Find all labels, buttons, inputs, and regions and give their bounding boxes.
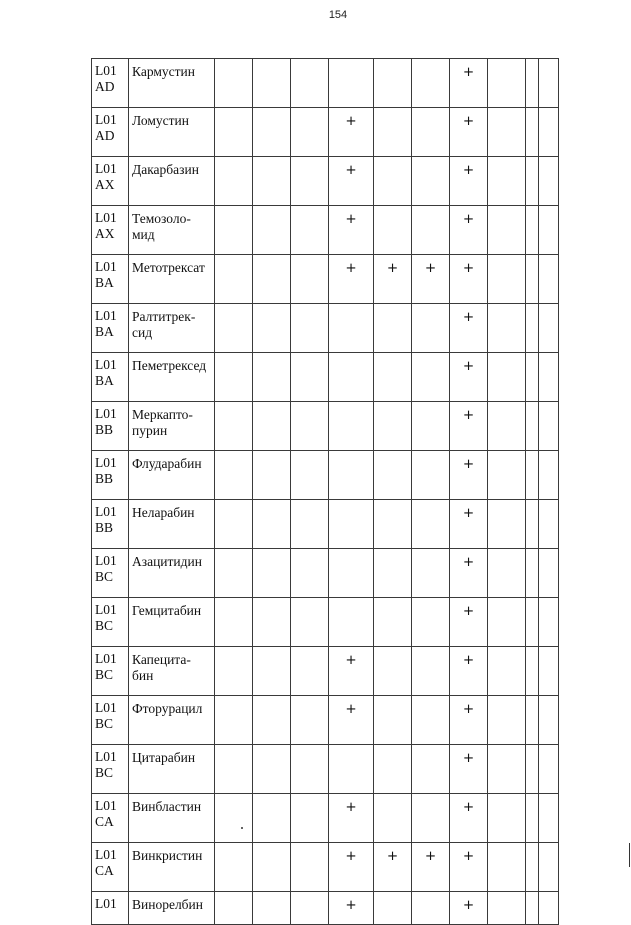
empty-cell	[526, 108, 539, 157]
atc-code-line: L01	[95, 504, 117, 519]
empty-cell	[526, 402, 539, 451]
atc-code-line: BC	[95, 618, 114, 633]
empty-cell	[291, 598, 329, 647]
plus-mark-cell: +	[450, 255, 488, 304]
table-row	[92, 255, 559, 304]
drug-name-cell	[129, 108, 215, 157]
table-body	[92, 59, 559, 925]
empty-cell	[291, 696, 329, 745]
plus-mark-cell: +	[329, 255, 374, 304]
empty-cell	[488, 598, 526, 647]
plus-mark-cell: +	[374, 255, 412, 304]
empty-cell	[291, 549, 329, 598]
empty-cell	[215, 892, 253, 925]
drug-name-cell	[129, 549, 215, 598]
empty-cell	[412, 206, 450, 255]
empty-cell	[412, 598, 450, 647]
drug-name-cell	[129, 402, 215, 451]
table-row	[92, 745, 559, 794]
drug-name-line: Азацитидин	[132, 554, 202, 569]
empty-cell	[253, 353, 291, 402]
drug-name-cell	[129, 794, 215, 843]
atc-code-line: L01	[95, 259, 117, 274]
empty-cell	[253, 59, 291, 108]
empty-cell	[412, 402, 450, 451]
empty-cell	[412, 794, 450, 843]
drug-name-cell	[129, 157, 215, 206]
empty-cell	[488, 255, 526, 304]
empty-cell	[329, 745, 374, 794]
empty-cell	[539, 598, 559, 647]
empty-cell	[488, 402, 526, 451]
empty-cell	[526, 549, 539, 598]
scan-speck	[241, 827, 243, 829]
atc-code-cell	[92, 304, 129, 353]
empty-cell	[253, 500, 291, 549]
drug-name-cell	[129, 353, 215, 402]
table-row	[92, 549, 559, 598]
empty-cell	[374, 500, 412, 549]
empty-cell	[488, 549, 526, 598]
empty-cell	[291, 59, 329, 108]
atc-code-line: AD	[95, 128, 115, 143]
empty-cell	[526, 206, 539, 255]
empty-cell	[374, 696, 412, 745]
empty-cell	[539, 402, 559, 451]
empty-cell	[215, 549, 253, 598]
empty-cell	[539, 206, 559, 255]
plus-mark-cell: +	[450, 206, 488, 255]
empty-cell	[488, 206, 526, 255]
empty-cell	[412, 108, 450, 157]
drug-name-line: Фторурацил	[132, 701, 203, 716]
empty-cell	[215, 843, 253, 892]
empty-cell	[526, 843, 539, 892]
drug-name-line: сид	[132, 325, 153, 340]
empty-cell	[526, 794, 539, 843]
atc-code-cell	[92, 255, 129, 304]
atc-code-line: L01	[95, 896, 117, 911]
atc-code-line: L01	[95, 455, 117, 470]
table-row	[92, 353, 559, 402]
empty-cell	[253, 304, 291, 353]
plus-mark-cell: +	[374, 843, 412, 892]
empty-cell	[488, 157, 526, 206]
atc-code-cell	[92, 598, 129, 647]
empty-cell	[412, 353, 450, 402]
empty-cell	[526, 598, 539, 647]
empty-cell	[291, 157, 329, 206]
empty-cell	[291, 402, 329, 451]
plus-mark-cell: +	[450, 59, 488, 108]
atc-code-line: L01	[95, 357, 117, 372]
table-row	[92, 892, 559, 925]
empty-cell	[253, 108, 291, 157]
empty-cell	[539, 451, 559, 500]
drug-name-cell	[129, 59, 215, 108]
drug-name-cell	[129, 647, 215, 696]
atc-code-line: L01	[95, 308, 117, 323]
atc-code-line: L01	[95, 602, 117, 617]
drug-name-line: Неларабин	[132, 505, 195, 520]
plus-mark-cell: +	[450, 843, 488, 892]
empty-cell	[539, 304, 559, 353]
drug-name-line: Пеметрексед	[132, 358, 207, 373]
plus-mark-cell: +	[450, 794, 488, 843]
table-row	[92, 500, 559, 549]
atc-code-cell	[92, 647, 129, 696]
drug-name-line: Цитарабин	[132, 750, 196, 765]
empty-cell	[539, 794, 559, 843]
empty-cell	[412, 451, 450, 500]
empty-cell	[253, 402, 291, 451]
atc-code-line: BB	[95, 471, 114, 486]
drug-name-line: Флударабин	[132, 456, 202, 471]
drug-name-line: Ралтитрек-	[132, 309, 196, 324]
empty-cell	[374, 549, 412, 598]
empty-cell	[291, 206, 329, 255]
empty-cell	[488, 304, 526, 353]
plus-mark-cell: +	[450, 647, 488, 696]
empty-cell	[526, 304, 539, 353]
empty-cell	[374, 892, 412, 925]
empty-cell	[412, 745, 450, 794]
drug-name-line: Гемцитабин	[132, 603, 202, 618]
empty-cell	[291, 745, 329, 794]
empty-cell	[488, 647, 526, 696]
table-row	[92, 451, 559, 500]
plus-mark-cell: +	[329, 647, 374, 696]
empty-cell	[291, 843, 329, 892]
empty-cell	[526, 500, 539, 549]
empty-cell	[539, 353, 559, 402]
drug-name-line: пурин	[132, 423, 168, 438]
empty-cell	[215, 59, 253, 108]
atc-code-cell	[92, 59, 129, 108]
empty-cell	[329, 353, 374, 402]
empty-cell	[412, 59, 450, 108]
empty-cell	[253, 157, 291, 206]
drug-name-line: мид	[132, 227, 155, 242]
drug-name-cell	[129, 451, 215, 500]
empty-cell	[539, 108, 559, 157]
drug-name-cell	[129, 500, 215, 549]
empty-cell	[215, 745, 253, 794]
empty-cell	[329, 451, 374, 500]
empty-cell	[329, 402, 374, 451]
empty-cell	[374, 745, 412, 794]
drug-name-cell	[129, 843, 215, 892]
atc-code-line: BC	[95, 765, 114, 780]
drug-name-line: Кармустин	[132, 64, 195, 79]
plus-mark-cell: +	[450, 353, 488, 402]
drug-name-line: Дакарбазин	[132, 162, 199, 177]
plus-mark-cell: +	[329, 843, 374, 892]
plus-mark-cell: +	[329, 696, 374, 745]
empty-cell	[253, 843, 291, 892]
plus-mark-cell: +	[329, 206, 374, 255]
empty-cell	[374, 598, 412, 647]
empty-cell	[291, 108, 329, 157]
plus-mark-cell: +	[450, 451, 488, 500]
empty-cell	[215, 255, 253, 304]
empty-cell	[539, 696, 559, 745]
empty-cell	[526, 745, 539, 794]
empty-cell	[488, 59, 526, 108]
atc-code-cell	[92, 794, 129, 843]
empty-cell	[291, 500, 329, 549]
empty-cell	[215, 157, 253, 206]
atc-code-line: L01	[95, 700, 117, 715]
empty-cell	[539, 549, 559, 598]
empty-cell	[253, 647, 291, 696]
empty-cell	[526, 353, 539, 402]
atc-code-cell	[92, 108, 129, 157]
atc-code-line: L01	[95, 406, 117, 421]
empty-cell	[291, 304, 329, 353]
atc-code-line: L01	[95, 112, 117, 127]
drug-name-line: Винкристин	[132, 848, 203, 863]
empty-cell	[374, 108, 412, 157]
atc-code-line: L01	[95, 798, 117, 813]
atc-code-line: BA	[95, 275, 114, 290]
empty-cell	[374, 451, 412, 500]
empty-cell	[374, 206, 412, 255]
atc-code-line: L01	[95, 847, 117, 862]
drug-name-cell	[129, 696, 215, 745]
plus-mark-cell: +	[412, 843, 450, 892]
empty-cell	[374, 794, 412, 843]
empty-cell	[488, 892, 526, 925]
atc-code-line: AX	[95, 226, 115, 241]
empty-cell	[412, 157, 450, 206]
drug-name-cell	[129, 892, 215, 925]
atc-code-line: L01	[95, 161, 117, 176]
atc-code-line: BA	[95, 324, 114, 339]
plus-mark-cell: +	[329, 892, 374, 925]
empty-cell	[329, 304, 374, 353]
table-row	[92, 598, 559, 647]
empty-cell	[374, 647, 412, 696]
empty-cell	[526, 451, 539, 500]
empty-cell	[215, 696, 253, 745]
empty-cell	[329, 59, 374, 108]
empty-cell	[412, 892, 450, 925]
atc-code-cell	[92, 500, 129, 549]
drug-name-line: Винорелбин	[132, 897, 204, 912]
drug-name-cell	[129, 598, 215, 647]
empty-cell	[539, 647, 559, 696]
atc-code-cell	[92, 892, 129, 925]
empty-cell	[329, 598, 374, 647]
atc-code-line: BA	[95, 373, 114, 388]
empty-cell	[253, 598, 291, 647]
atc-code-cell	[92, 696, 129, 745]
plus-mark-cell: +	[450, 402, 488, 451]
empty-cell	[488, 451, 526, 500]
drug-name-line: Ломустин	[132, 113, 189, 128]
atc-code-cell	[92, 451, 129, 500]
atc-code-line: L01	[95, 63, 117, 78]
drug-name-line: Капецита-	[132, 652, 191, 667]
empty-cell	[215, 647, 253, 696]
empty-cell	[253, 206, 291, 255]
empty-cell	[539, 745, 559, 794]
plus-mark-cell: +	[450, 696, 488, 745]
empty-cell	[488, 843, 526, 892]
empty-cell	[539, 843, 559, 892]
plus-mark-cell: +	[450, 549, 488, 598]
atc-code-cell	[92, 843, 129, 892]
atc-code-line: BB	[95, 422, 114, 437]
table-row	[92, 647, 559, 696]
drug-name-line: Темозоло-	[132, 211, 191, 226]
atc-code-line: L01	[95, 553, 117, 568]
empty-cell	[539, 59, 559, 108]
table-row	[92, 59, 559, 108]
plus-mark-cell: +	[412, 255, 450, 304]
plus-mark-cell: +	[450, 598, 488, 647]
empty-cell	[253, 892, 291, 925]
plus-mark-cell: +	[450, 500, 488, 549]
scan-edge-mark	[629, 843, 630, 867]
empty-cell	[412, 696, 450, 745]
plus-mark-cell: +	[329, 794, 374, 843]
empty-cell	[412, 304, 450, 353]
table-row	[92, 843, 559, 892]
empty-cell	[526, 157, 539, 206]
empty-cell	[539, 500, 559, 549]
atc-code-line: AX	[95, 177, 115, 192]
empty-cell	[329, 500, 374, 549]
drug-name-line: Меркапто-	[132, 407, 193, 422]
empty-cell	[291, 255, 329, 304]
empty-cell	[526, 647, 539, 696]
plus-mark-cell: +	[450, 745, 488, 794]
empty-cell	[526, 892, 539, 925]
empty-cell	[412, 647, 450, 696]
table-row	[92, 402, 559, 451]
empty-cell	[488, 353, 526, 402]
plus-mark-cell: +	[450, 304, 488, 353]
empty-cell	[526, 696, 539, 745]
empty-cell	[253, 794, 291, 843]
empty-cell	[374, 59, 412, 108]
empty-cell	[488, 696, 526, 745]
empty-cell	[253, 745, 291, 794]
empty-cell	[215, 206, 253, 255]
empty-cell	[215, 304, 253, 353]
empty-cell	[374, 157, 412, 206]
empty-cell	[291, 892, 329, 925]
empty-cell	[412, 500, 450, 549]
empty-cell	[215, 598, 253, 647]
empty-cell	[253, 255, 291, 304]
empty-cell	[488, 108, 526, 157]
atc-code-line: BC	[95, 716, 114, 731]
empty-cell	[539, 892, 559, 925]
drug-name-cell	[129, 304, 215, 353]
empty-cell	[215, 500, 253, 549]
plus-mark-cell: +	[329, 157, 374, 206]
empty-cell	[215, 353, 253, 402]
atc-code-cell	[92, 549, 129, 598]
empty-cell	[488, 745, 526, 794]
empty-cell	[526, 255, 539, 304]
drug-name-line: Винбластин	[132, 799, 202, 814]
atc-code-cell	[92, 353, 129, 402]
empty-cell	[488, 794, 526, 843]
drug-name-cell	[129, 206, 215, 255]
table-row	[92, 157, 559, 206]
empty-cell	[291, 353, 329, 402]
empty-cell	[215, 794, 253, 843]
empty-cell	[253, 549, 291, 598]
empty-cell	[291, 451, 329, 500]
empty-cell	[253, 696, 291, 745]
empty-cell	[291, 647, 329, 696]
page-number: 154	[328, 9, 348, 21]
atc-code-line: L01	[95, 210, 117, 225]
atc-code-line: CA	[95, 814, 114, 829]
drug-name-cell	[129, 255, 215, 304]
atc-code-cell	[92, 745, 129, 794]
table-row	[92, 206, 559, 255]
empty-cell	[329, 549, 374, 598]
empty-cell	[253, 451, 291, 500]
drug-table	[91, 58, 559, 925]
table-row	[92, 696, 559, 745]
drug-name-line: бин	[132, 668, 154, 683]
atc-code-line: BC	[95, 667, 114, 682]
table-row	[92, 304, 559, 353]
drug-name-line: Метотрексат	[132, 260, 205, 275]
atc-code-cell	[92, 157, 129, 206]
drug-name-cell	[129, 745, 215, 794]
empty-cell	[374, 304, 412, 353]
atc-code-line: L01	[95, 749, 117, 764]
empty-cell	[215, 108, 253, 157]
atc-code-line: BB	[95, 520, 114, 535]
plus-mark-cell: +	[450, 892, 488, 925]
atc-code-line: L01	[95, 651, 117, 666]
empty-cell	[215, 402, 253, 451]
atc-code-cell	[92, 206, 129, 255]
table-row	[92, 794, 559, 843]
empty-cell	[374, 402, 412, 451]
empty-cell	[539, 255, 559, 304]
atc-code-line: BC	[95, 569, 114, 584]
plus-mark-cell: +	[450, 157, 488, 206]
empty-cell	[215, 451, 253, 500]
plus-mark-cell: +	[450, 108, 488, 157]
atc-code-line: CA	[95, 863, 114, 878]
empty-cell	[291, 794, 329, 843]
empty-cell	[374, 353, 412, 402]
empty-cell	[526, 59, 539, 108]
atc-code-line: AD	[95, 79, 115, 94]
atc-code-cell	[92, 402, 129, 451]
table-row	[92, 108, 559, 157]
empty-cell	[488, 500, 526, 549]
empty-cell	[539, 157, 559, 206]
empty-cell	[412, 549, 450, 598]
plus-mark-cell: +	[329, 108, 374, 157]
